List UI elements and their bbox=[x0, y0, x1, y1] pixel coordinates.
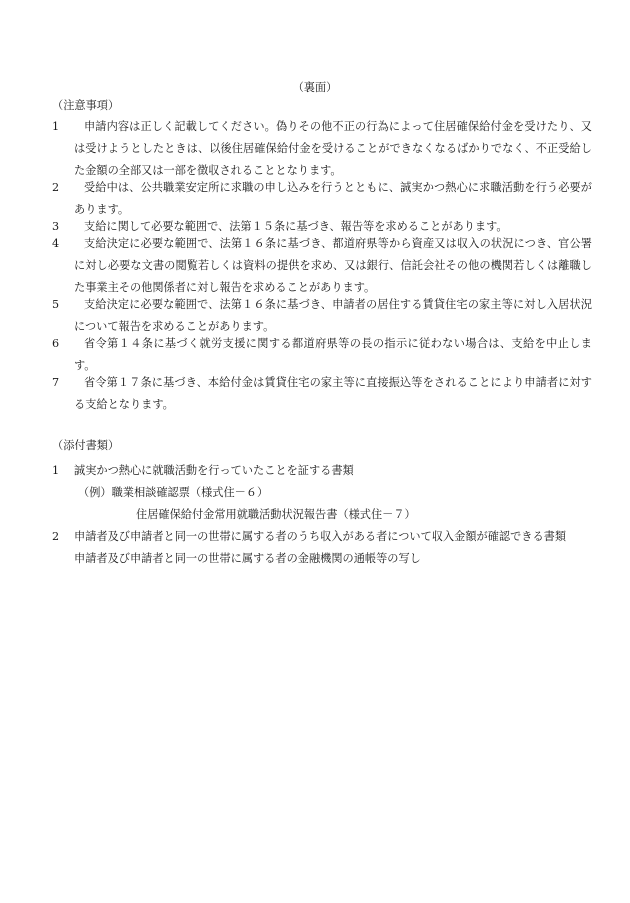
note-text: 省令第１４条に基づく就労支援に関する都道府県等の長の指示に従わない場合は、支給を中止します。 bbox=[74, 337, 592, 372]
note-text: 申請内容は正しく記載してください。偽りその他不正の行為によって住居確保給付金を受けたり、又は受けようとしたときは、以後住居確保給付金を受けることができなくなるばかりでなく、不正受給した金額の全部又は一部を徴収されることとなります。 bbox=[74, 120, 592, 177]
note-number: 1 bbox=[52, 120, 60, 133]
notes-list bbox=[52, 121, 592, 416]
attachments-heading: （添付書類） bbox=[52, 439, 120, 452]
note-item bbox=[52, 238, 592, 299]
note-text: 省令第１７条に基づき、本給付金は賃貸住宅の家主等に直接振込等をされることにより申請者に対する支給となります。 bbox=[74, 376, 592, 411]
note-text: 支給決定に必要な範囲で、法第１６条に基づき、都道府県等から資産又は収入の状況につき、官公署に対し必要な文書の閲覧若しくは資料の提供を求め、又は銀行、信託会社その他の機関若しくは離職した事業主その他関係者に対し報告を求めることがあります。 bbox=[74, 237, 592, 294]
note-text: 支給に関して必要な範囲で、法第１５条に基づき、報告等を求めることがあります。 bbox=[84, 220, 508, 233]
note-item bbox=[52, 121, 592, 182]
attachment-text: 誠実かつ熱心に就職活動を行っていたことを証する書類 bbox=[74, 464, 354, 477]
note-number: 2 bbox=[52, 181, 60, 194]
page-title: （裏面） bbox=[292, 81, 338, 94]
note-number: 5 bbox=[52, 298, 60, 311]
attachment-text: 申請者及び申請者と同一の世帯に属する者のうち収入がある者について収入金額が確認できる書類 bbox=[74, 530, 567, 543]
note-text: 受給中は、公共職業安定所に求職の申し込みを行うとともに、誠実かつ熱心に求職活動を行う必要があります。 bbox=[74, 181, 592, 216]
attachment-text-continued: 申請者及び申請者と同一の世帯に属する者の金融機関の通帳等の写し bbox=[74, 552, 421, 565]
notes-heading: （注意事項） bbox=[52, 99, 120, 112]
attachment-example: （例）職業相談確認票（様式住－６） bbox=[78, 486, 269, 499]
note-number: 4 bbox=[52, 237, 60, 250]
note-number: 7 bbox=[52, 376, 60, 389]
note-number: 6 bbox=[52, 337, 60, 350]
attachment-example: 住居確保給付金常用就職活動状況報告書（様式住－７） bbox=[136, 508, 416, 521]
note-item bbox=[52, 377, 592, 416]
attachment-number: 2 bbox=[52, 530, 60, 543]
note-number: 3 bbox=[52, 220, 60, 233]
attachment-number: 1 bbox=[52, 464, 60, 477]
attachments-list bbox=[52, 460, 592, 570]
attachment-item bbox=[52, 526, 592, 548]
attachment-item bbox=[52, 460, 592, 482]
note-text: 支給決定に必要な範囲で、法第１６条に基づき、申請者の居住する賃貸住宅の家主等に対し入居状況について報告を求めることがあります。 bbox=[74, 298, 592, 333]
